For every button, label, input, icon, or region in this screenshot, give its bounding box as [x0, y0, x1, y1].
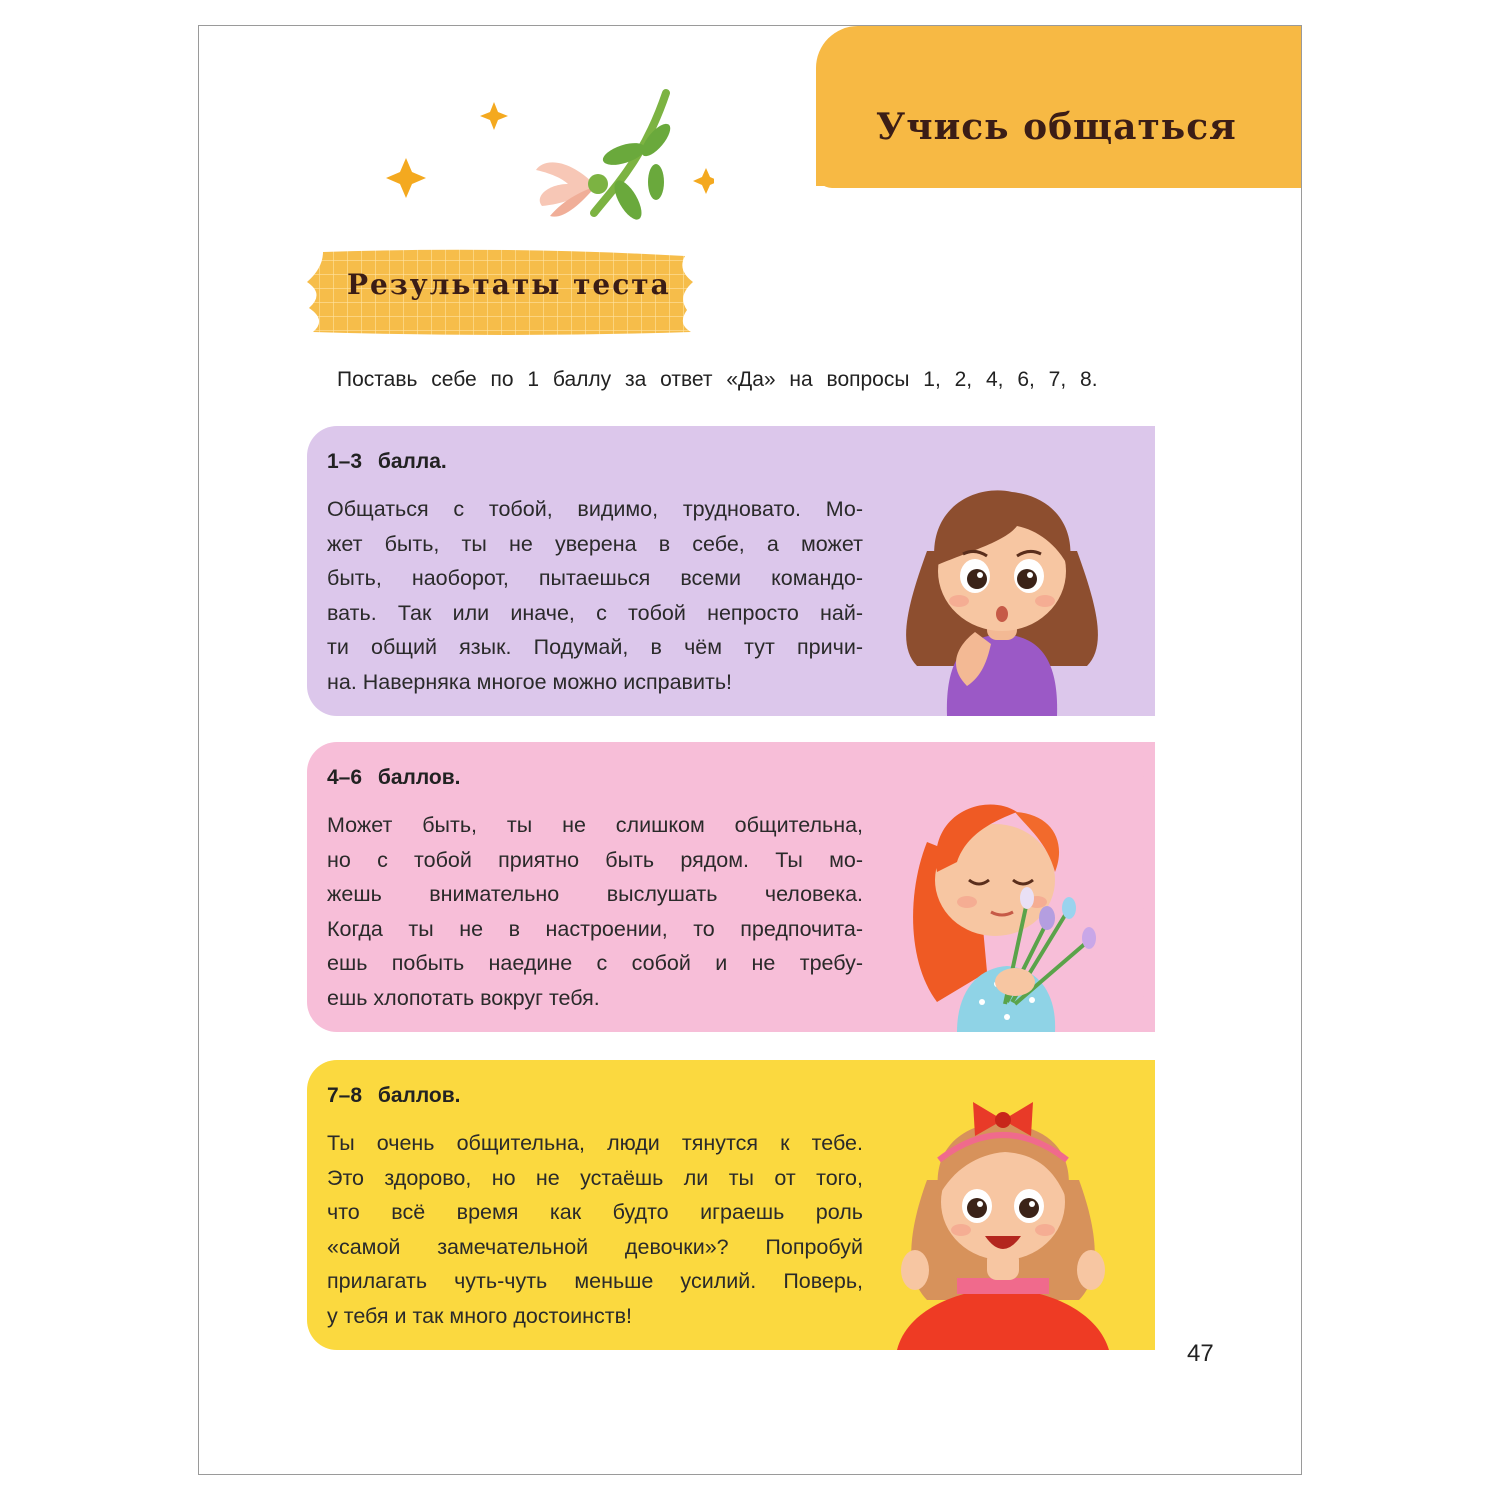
result-text: Общаться с тобой, видимо, трудновато. Мо- жет быть, ты не уверена в себе, а может быть, наоборот, пытаешься всеми командо- вать. Так или иначе, с тобой непросто най- ти общий язык. Подумай, в чём тут причи- на. Наверняка многое можно исправить!	[327, 497, 863, 694]
flower-sparkles-illustration	[384, 88, 714, 238]
happy-girl-illustration	[887, 1090, 1117, 1350]
girl-with-flowers-illustration	[887, 772, 1117, 1032]
result-heading: 1–3 балла.	[327, 450, 447, 473]
sparkle-icon	[693, 168, 714, 194]
section-title: Результаты теста	[347, 268, 671, 301]
result-card-4-6	[307, 742, 1155, 1032]
result-heading: 4–6 баллов.	[327, 766, 461, 789]
result-text: Может быть, ты не слишком общительна, но с тобой приятно быть рядом. Ты мо- жешь внимательно выслушать человека. Когда ты не в настроении, то предпочита- ешь побыть наедине с собой и не требу- ешь хлопотать вокруг тебя.	[327, 813, 863, 1010]
page-number: 47	[1187, 1340, 1214, 1367]
book-page	[198, 25, 1302, 1475]
result-card-7-8	[307, 1060, 1155, 1350]
result-heading: 7–8 баллов.	[327, 1084, 461, 1107]
worried-girl-illustration	[887, 456, 1117, 716]
instructions-text: Поставь себе по 1 баллу за ответ «Да» на вопросы 1, 2, 4, 6, 7, 8.	[337, 368, 1098, 391]
sparkle-icon	[386, 158, 426, 198]
chapter-title: Учись общаться	[876, 106, 1237, 148]
sparkle-icon	[480, 102, 508, 130]
result-text: Ты очень общительна, люди тянутся к тебе. Это здорово, но не устаёшь ли ты от того, что всё время как будто играешь роль «самой замечательной девочки»? Попробуй прилагать чуть-чуть меньше усилий. Поверь, у тебя и так много достоинств!	[327, 1131, 863, 1328]
result-card-1-3	[307, 426, 1155, 716]
